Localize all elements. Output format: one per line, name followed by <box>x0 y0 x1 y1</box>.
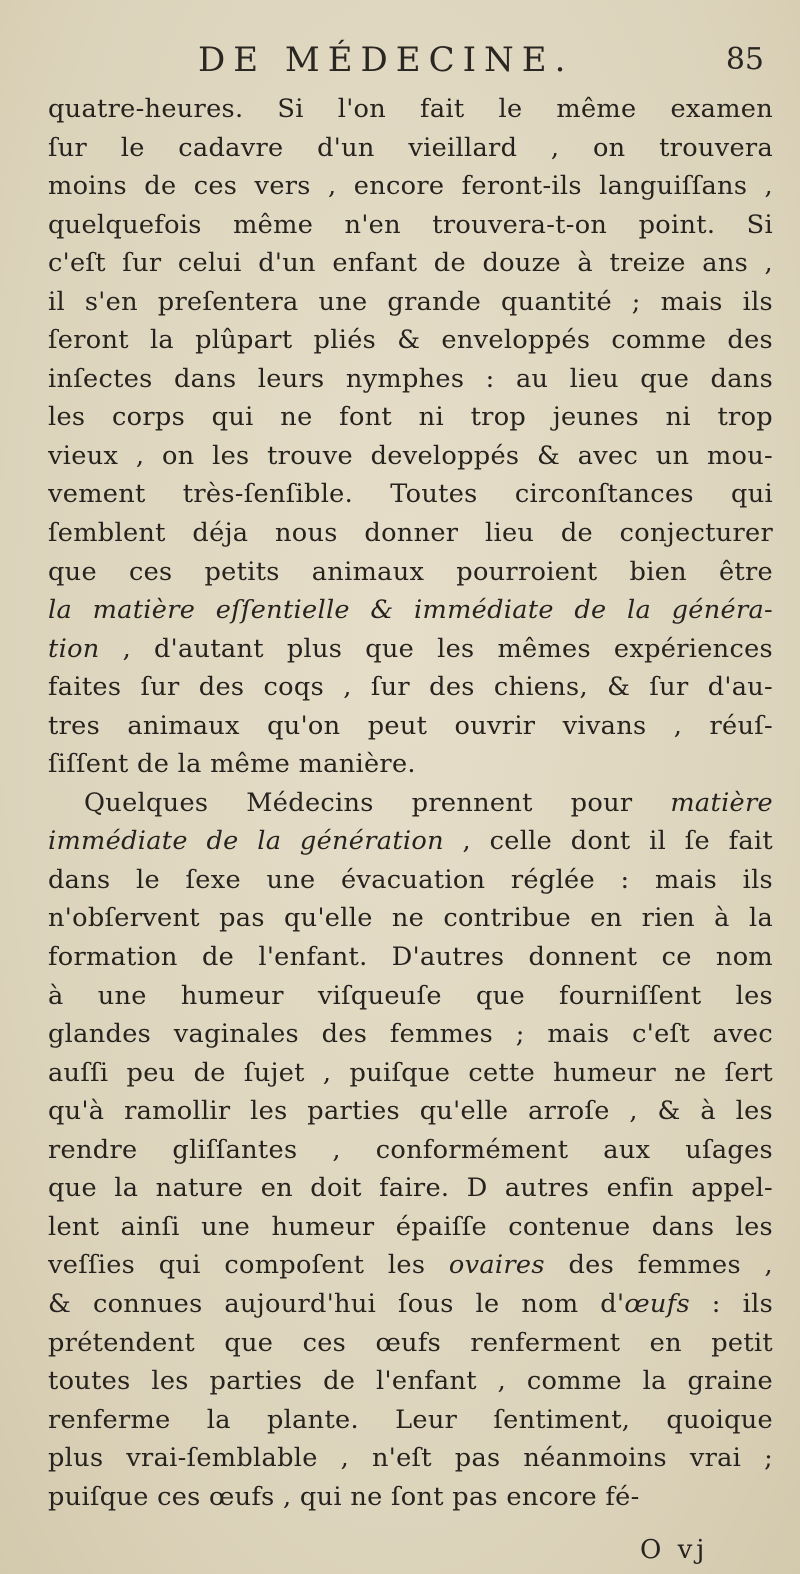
text-line: puiſque ces œufs , qui ne ſont pas encore fé- <box>48 1481 640 1512</box>
page-number: 85 <box>725 42 764 77</box>
text-line: quatre-heures. Si l'on fait le même examen <box>48 94 773 124</box>
text-line: formation de l'enfant. D'autres donnent ce nom <box>48 942 773 973</box>
text-line: à une humeur viſqueuſe que fourniſſent les <box>48 980 773 1011</box>
text-line: que ces petits animaux pourroient bien être <box>48 556 773 587</box>
text-line: c'eſt ſur celui d'un enfant de douze à treize ans , <box>48 248 773 279</box>
text-line: renferme la plante. Leur ſentiment, quoique <box>48 1404 773 1435</box>
text-line: ſemblent déja nous donner lieu de conjecturer <box>48 518 773 549</box>
text-line: moins de ces vers , encore feront-ils languiſſans , <box>48 171 773 202</box>
text-line: ſiſſent de la même manière. <box>48 749 416 780</box>
text-line: vieux , on les trouve developpés & avec un mou- <box>48 440 773 471</box>
text-line: lent ainſi une humeur épaiſſe contenue dans les <box>48 1211 773 1242</box>
text-line: qu'à ramollir les parties qu'elle arroſe , & à les <box>48 1096 773 1127</box>
text-line: faites ſur des coqs , ſur des chiens, & ſur d'au- <box>48 672 773 703</box>
text-line: dans le ſexe une évacuation réglée : mais ils <box>48 864 773 895</box>
text-line: plus vrai-ſemblable , n'eſt pas néanmoins vrai ; <box>48 1443 773 1474</box>
text-line: auſſi peu de ſujet , puiſque cette humeur ne ſert <box>48 1057 773 1088</box>
text-line: ſeront la plûpart pliés & enveloppés comme des <box>48 325 773 356</box>
text-line: & connues aujourd'hui ſous le nom d'œufs : ils <box>48 1288 773 1319</box>
text-line: la matière eſſentielle & immédiate de la généra- <box>48 595 773 626</box>
signature-mark: O vj <box>640 1535 709 1565</box>
text-line: que la nature en doit faire. D autres enfin appel- <box>48 1173 773 1204</box>
text-line: immédiate de la génération , celle dont il ſe fait <box>48 826 773 857</box>
body-text <box>48 90 773 1516</box>
running-head: DE MÉDECINE. <box>198 40 574 80</box>
text-line: glandes vaginales des femmes ; mais c'eſt avec <box>48 1019 773 1050</box>
page-header <box>58 40 770 92</box>
text-line: rendre gliſſantes , conformément aux uſages <box>48 1134 773 1165</box>
text-line: prétendent que ces œufs renferment en petit <box>48 1327 773 1358</box>
text-line: tion , d'autant plus que les mêmes expériences <box>48 633 773 664</box>
text-line: ſur le cadavre d'un vieillard , on trouvera <box>48 132 773 163</box>
text-line: veſſies qui compoſent les ovaires des femmes , <box>48 1250 773 1281</box>
text-line: Quelques Médecins prennent pour matière <box>84 787 773 818</box>
text-line: les corps qui ne font ni trop jeunes ni trop <box>48 402 773 433</box>
text-line: toutes les parties de l'enfant , comme la graine <box>48 1366 773 1397</box>
text-line: tres animaux qu'on peut ouvrir vivans , réuſ- <box>48 710 773 741</box>
text-line: vement très-ſenſible. Toutes circonſtances qui <box>48 479 773 510</box>
text-line: il s'en preſentera une grande quantité ; mais ils <box>48 286 773 317</box>
text-line: inſectes dans leurs nymphes : au lieu que dans <box>48 363 773 394</box>
text-line: quelquefois même n'en trouvera-t-on point. Si <box>48 209 773 240</box>
text-line: n'obſervent pas qu'elle ne contribue en rien à la <box>48 903 773 934</box>
